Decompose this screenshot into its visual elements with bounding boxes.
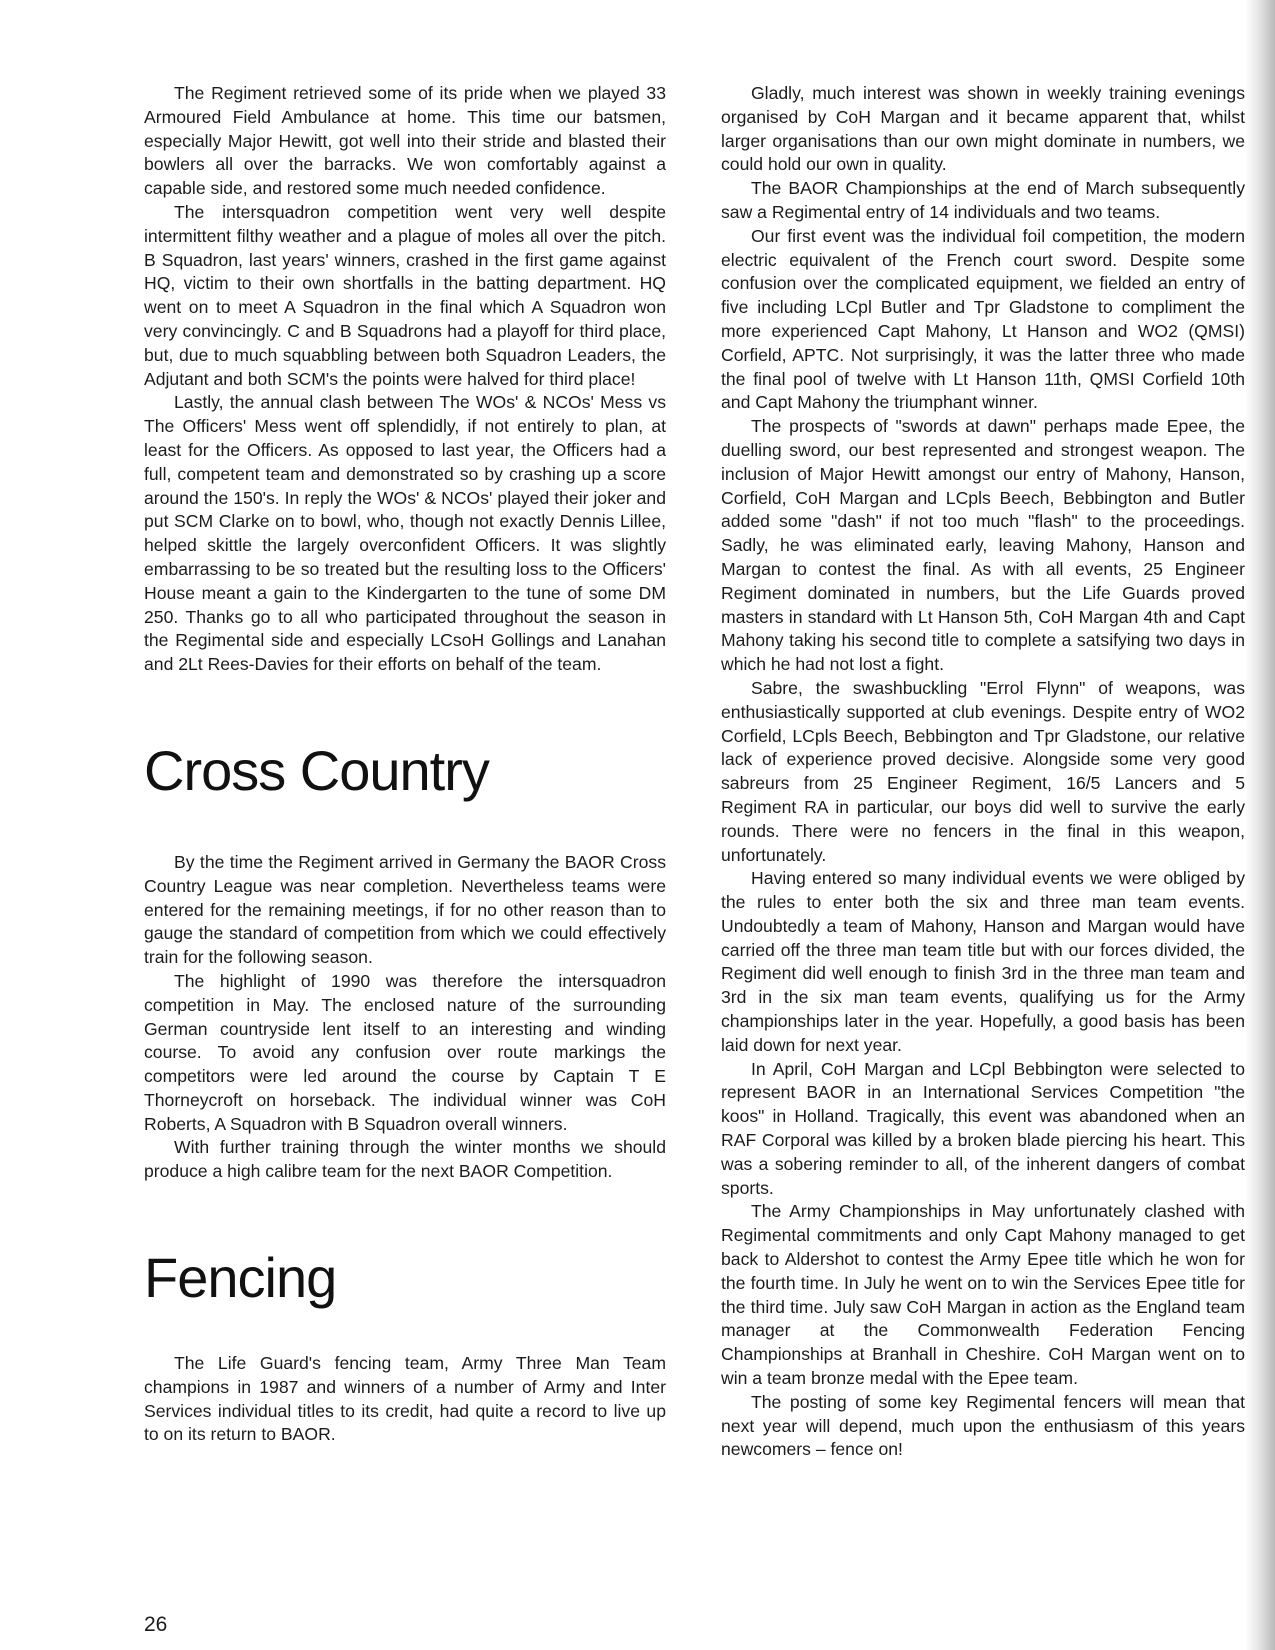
- fencing-paragraph: Sabre, the swashbuckling "Errol Flynn" of weapons, was enthusiastically supported at club evenings. Despite entry of WO2 Corfield, LCpls Beech, Bebbington and Tpr Gladstone, our relative lack of experience proved decisive. Alongside some very good sabreurs from 25 Engineer Regiment, 16/5 Lancers and 5 Regiment RA in particular, our boys did well to survive the early rounds. There were no fencers in the final in this weapon, unfortunately.: [721, 677, 1245, 865]
- page-number: 26: [144, 1613, 168, 1636]
- page-edge-shadow: [1245, 0, 1275, 1650]
- left-column: [144, 82, 666, 1447]
- cricket-paragraph: The Regiment retrieved some of its pride when we played 33 Armoured Field Ambulance at home. This time our batsmen, especially Major Hewitt, got well into their stride and blasted their bowlers all over the barracks. We won comfortably against a capable side, and restored some much needed confidence.: [144, 83, 666, 199]
- fencing-paragraph: Gladly, much interest was shown in weekly training evenings organised by CoH Margan and it became apparent that, whilst larger organisations than our own might dominate in numbers, we could hold our own in quality.: [721, 83, 1245, 175]
- right-column: [721, 82, 1245, 1462]
- fencing-paragraph: The prospects of "swords at dawn" perhaps made Epee, the duelling sword, our best represented and strongest weapon. The inclusion of Major Hewitt amongst our entry of Mahony, Hanson, Corfield, CoH Margan and LCpls Beech, Bebbington and Butler added some "dash" if not too much "flash" to the proceedings. Sadly, he was eliminated early, leaving Mahony, Hanson and Margan to contest the final. As with all events, 25 Engineer Regiment dominated in numbers, but the Life Guards proved masters in standard with Lt Hanson 5th, CoH Margan 4th and Capt Mahony taking his second title to complete a satsifying two days in which he had not lost a fight.: [721, 416, 1245, 675]
- fencing-paragraph: The Army Championships in May unfortunately clashed with Regimental commitments and only Capt Mahony managed to get back to Aldershot to contest the Army Epee title which he won for the fourth time. In July he went on to win the Services Epee title for the third time. July saw CoH Margan in action as the England team manager at the Commonwealth Federation Fencing Championships at Branhall in Cheshire. CoH Margan went on to win a team bronze medal with the Epee team.: [721, 1201, 1245, 1389]
- cross-country-paragraph: By the time the Regiment arrived in Germany the BAOR Cross Country League was near completion. Nevertheless teams were entered for the remaining meetings, if for no other reason than to gauge the standard of competition from which we could effectively train for the following season.: [144, 851, 666, 968]
- fencing-heading: Fencing: [144, 1246, 337, 1310]
- cricket-paragraph: The intersquadron competition went very well despite intermittent filthy weather and a plague of moles all over the pitch. B Squadron, last years' winners, crashed in the first game against HQ, victim to their own shortfalls in the batting department. HQ went on to meet A Squadron in the final which A Squadron won very convincingly. C and B Squadrons had a playoff for third place, but, due to much squabbling between both Squadron Leaders, the Adjutant and both SCM's the points were halved for third place!: [144, 201, 666, 389]
- fencing-paragraph: The Life Guard's fencing team, Army Three Man Team champions in 1987 and winners of a number of Army and Inter Services individual titles to its credit, had quite a record to live up to on its return to BAOR.: [144, 1353, 666, 1445]
- cross-country-heading: Cross Country: [144, 738, 489, 802]
- cross-country-paragraph: With further training through the winter months we should produce a high calibre team for the next BAOR Competition.: [144, 1137, 666, 1182]
- fencing-paragraph: Our first event was the individual foil competition, the modern electric equivalent of the French court sword. Despite some confusion over the complicated equipment, we fielded an entry of five including LCpl Butler and Tpr Gladstone to compliment the more experienced Capt Mahony, Lt Hanson and WO2 (QMSI) Corfield, APTC. Not surprisingly, it was the latter three who made the final pool of twelve with Lt Hanson 11th, QMSI Corfield 10th and Capt Mahony the triumphant winner.: [721, 225, 1245, 413]
- fencing-paragraph: The posting of some key Regimental fencers will mean that next year will depend, much upon the enthusiasm of this years newcomers – fence on!: [721, 1391, 1245, 1460]
- cross-country-paragraph: The highlight of 1990 was therefore the intersquadron competition in May. The enclosed nature of the surrounding German countryside lent itself to an interesting and winding course. To avoid any confusion over route markings the competitors were led around the course by Captain T E Thorneycroft on horseback. The individual winner was CoH Roberts, A Squadron with B Squadron overall winners.: [144, 970, 666, 1134]
- fencing-paragraph: In April, CoH Margan and LCpl Bebbington were selected to represent BAOR in an International Services Competition "the koos" in Holland. Tragically, this event was abandoned when an RAF Corporal was killed by a broken blade piercing his heart. This was a sobering reminder to all, of the inherent dangers of combat sports.: [721, 1058, 1245, 1198]
- cricket-paragraph: Lastly, the annual clash between The WOs' & NCOs' Mess vs The Officers' Mess went off splendidly, if not entirely to plan, at least for the Officers. As opposed to last year, the Officers had a full, competent team and demonstrated so by crashing up a score around the 150's. In reply the WOs' & NCOs' played their joker and put SCM Clarke on to bowl, who, though not exactly Dennis Lillee, helped skittle the largely overconfident Officers. It was slightly embarrassing to be so treated but the resulting loss to the Officers' House meant a gain to the Kindergarten to the tune of some DM 250. Thanks go to all who participated throughout the season in the Regimental side and especially LCsoH Gollings and Lanahan and 2Lt Rees-Davies for their efforts on behalf of the team.: [144, 392, 666, 675]
- fencing-paragraph: Having entered so many individual events we were obliged by the rules to enter both the six and three man team events. Undoubtedly a team of Mahony, Hanson and Margan would have carried off the three man team title but with our forces divided, the Regiment did well enough to finish 3rd in the three man team and 3rd in the six man team events, qualifying us for the Army championships later in the year. Hopefully, a good basis has been laid down for next year.: [721, 868, 1245, 1055]
- fencing-paragraph: The BAOR Championships at the end of March subsequently saw a Regimental entry of 14 individuals and two teams.: [721, 178, 1245, 222]
